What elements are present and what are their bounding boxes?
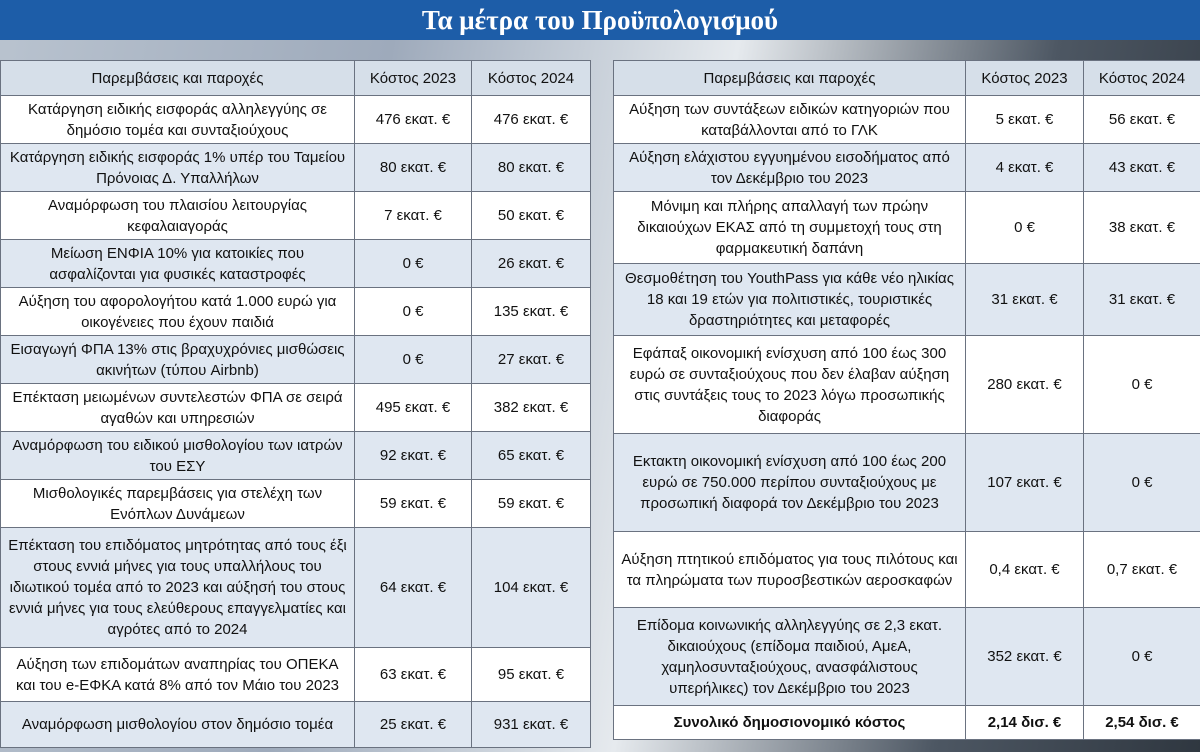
- cost-2024: 26 εκατ. €: [472, 240, 591, 288]
- header-measures: Παρεμβάσεις και παροχές: [614, 61, 966, 96]
- left-measures-table: [0, 60, 591, 748]
- table-header-row: [1, 61, 591, 96]
- measure-desc: Επέκταση μειωμένων συντελεστών ΦΠΑ σε σειρά αγαθών και υπηρεσιών: [1, 384, 355, 432]
- measure-desc: Αύξηση ελάχιστου εγγυημένου εισοδήματος από τον Δεκέμβριο του 2023: [614, 144, 966, 192]
- total-cost-2023: 2,14 δισ. €: [966, 706, 1084, 740]
- cost-2024: 65 εκατ. €: [472, 432, 591, 480]
- cost-2023: 4 εκατ. €: [966, 144, 1084, 192]
- table-row: [614, 96, 1200, 144]
- cost-2023: 107 εκατ. €: [966, 434, 1084, 532]
- cost-2023: 0,4 εκατ. €: [966, 532, 1084, 608]
- cost-2024: 80 εκατ. €: [472, 144, 591, 192]
- header-cost-2023: Κόστος 2023: [355, 61, 472, 96]
- measure-desc: Αναμόρφωση του πλαισίου λειτουργίας κεφαλαιαγοράς: [1, 192, 355, 240]
- measure-desc: Κατάργηση ειδικής εισφοράς 1% υπέρ του Ταμείου Πρόνοιας Δ. Υπαλλήλων: [1, 144, 355, 192]
- header-measures: Παρεμβάσεις και παροχές: [1, 61, 355, 96]
- cost-2024: 0 €: [1084, 608, 1200, 706]
- measure-desc: Αύξηση πτητικού επιδόματος για τους πιλότους και τα πληρώματα των πυροσβεστικών αεροσκαφών: [614, 532, 966, 608]
- cost-2023: 80 εκατ. €: [355, 144, 472, 192]
- cost-2024: 38 εκατ. €: [1084, 192, 1200, 264]
- table-row: [1, 480, 591, 528]
- measure-desc: Εφάπαξ οικονομική ενίσχυση από 100 έως 300 ευρώ σε συνταξιούχους που δεν έλαβαν αύξηση στις συντάξεις τους το 2023 λόγω προσωπικής διαφοράς: [614, 336, 966, 434]
- table-row: [1, 336, 591, 384]
- measure-desc: Θεσμοθέτηση του YouthPass για κάθε νέο ηλικίας 18 και 19 ετών για πολιτιστικές, τουριστικές δραστηριότητες και μεταφορές: [614, 264, 966, 336]
- cost-2024: 43 εκατ. €: [1084, 144, 1200, 192]
- table-row: [614, 336, 1200, 434]
- cost-2024: 59 εκατ. €: [472, 480, 591, 528]
- measure-desc: Εισαγωγή ΦΠΑ 13% στις βραχυχρόνιες μισθώσεις ακινήτων (τύπου Airbnb): [1, 336, 355, 384]
- table-row: [1, 648, 591, 702]
- cost-2023: 0 €: [355, 240, 472, 288]
- table-row: [614, 264, 1200, 336]
- measure-desc: Αύξηση του αφορολογήτου κατά 1.000 ευρώ για οικογένειες που έχουν παιδιά: [1, 288, 355, 336]
- table-row: [614, 608, 1200, 706]
- table-row: [1, 240, 591, 288]
- table-row: [1, 432, 591, 480]
- cost-2024: 135 εκατ. €: [472, 288, 591, 336]
- page-title-text: Τα μέτρα του Προϋπολογισμού: [421, 4, 779, 35]
- table-header-row: [614, 61, 1200, 96]
- right-measures-table: [613, 60, 1200, 740]
- measure-desc: Εκτακτη οικονομική ενίσχυση από 100 έως 200 ευρώ σε 750.000 περίπου συνταξιούχους με προσωπική διαφορά τον Δεκέμβριο του 2023: [614, 434, 966, 532]
- measure-desc: Μείωση ΕΝΦΙΑ 10% για κατοικίες που ασφαλίζονται για φυσικές καταστροφές: [1, 240, 355, 288]
- table-row: [614, 532, 1200, 608]
- cost-2024: 931 εκατ. €: [472, 702, 591, 748]
- table-row: [1, 384, 591, 432]
- cost-2023: 280 εκατ. €: [966, 336, 1084, 434]
- total-row: [614, 706, 1200, 740]
- cost-2023: 25 εκατ. €: [355, 702, 472, 748]
- cost-2024: 0 €: [1084, 434, 1200, 532]
- measure-desc: Αναμόρφωση μισθολογίου στον δημόσιο τομέα: [1, 702, 355, 748]
- cost-2023: 92 εκατ. €: [355, 432, 472, 480]
- measure-desc: Μόνιμη και πλήρης απαλλαγή των πρώην δικαιούχων ΕΚΑΣ από τη συμμετοχή τους στη φαρμακευτική δαπάνη: [614, 192, 966, 264]
- cost-2024: 382 εκατ. €: [472, 384, 591, 432]
- cost-2023: 7 εκατ. €: [355, 192, 472, 240]
- cost-2023: 352 εκατ. €: [966, 608, 1084, 706]
- cost-2023: 63 εκατ. €: [355, 648, 472, 702]
- cost-2024: 56 εκατ. €: [1084, 96, 1200, 144]
- table-row: [1, 288, 591, 336]
- table-row: [1, 528, 591, 648]
- table-row: [614, 144, 1200, 192]
- cost-2023: 5 εκατ. €: [966, 96, 1084, 144]
- page-title: [0, 0, 1200, 40]
- table-row: [1, 96, 591, 144]
- cost-2023: 64 εκατ. €: [355, 528, 472, 648]
- cost-2024: 27 εκατ. €: [472, 336, 591, 384]
- cost-2023: 476 εκατ. €: [355, 96, 472, 144]
- cost-2024: 104 εκατ. €: [472, 528, 591, 648]
- table-row: [1, 192, 591, 240]
- cost-2023: 0 €: [355, 336, 472, 384]
- cost-2024: 476 εκατ. €: [472, 96, 591, 144]
- total-cost-2024: 2,54 δισ. €: [1084, 706, 1200, 740]
- header-cost-2024: Κόστος 2024: [472, 61, 591, 96]
- cost-2024: 31 εκατ. €: [1084, 264, 1200, 336]
- header-cost-2023: Κόστος 2023: [966, 61, 1084, 96]
- measure-desc: Επίδομα κοινωνικής αλληλεγγύης σε 2,3 εκατ. δικαιούχους (επίδομα παιδιού, ΑμεΑ, χαμηλοσυνταξιούχους, ανασφάλιστους υπερήλικες) τον Δεκέμβριο του 2023: [614, 608, 966, 706]
- measure-desc: Μισθολογικές παρεμβάσεις για στελέχη των Ενόπλων Δυνάμεων: [1, 480, 355, 528]
- cost-2024: 50 εκατ. €: [472, 192, 591, 240]
- total-desc: Συνολικό δημοσιονομικό κόστος: [614, 706, 966, 740]
- table-row: [1, 702, 591, 748]
- cost-2024: 0,7 εκατ. €: [1084, 532, 1200, 608]
- measure-desc: Επέκταση του επιδόματος μητρότητας από τους έξι στους εννιά μήνες για τους υπαλλήλους του ιδιωτικού τομέα από το 2023 και αύξησή του στους εννιά μήνες για τους ελεύθερους επαγγελματίες και αγρότες από το 2024: [1, 528, 355, 648]
- cost-2023: 31 εκατ. €: [966, 264, 1084, 336]
- table-row: [1, 144, 591, 192]
- measure-desc: Αύξηση των συντάξεων ειδικών κατηγοριών που καταβάλλονται από το ΓΛΚ: [614, 96, 966, 144]
- cost-2023: 0 €: [966, 192, 1084, 264]
- table-row: [614, 192, 1200, 264]
- cost-2024: 0 €: [1084, 336, 1200, 434]
- cost-2023: 495 εκατ. €: [355, 384, 472, 432]
- header-cost-2024: Κόστος 2024: [1084, 61, 1200, 96]
- measure-desc: Αύξηση των επιδομάτων αναπηρίας του ΟΠΕΚΑ και του e-ΕΦΚΑ κατά 8% από τον Μάιο του 2023: [1, 648, 355, 702]
- table-row: [614, 434, 1200, 532]
- cost-2023: 59 εκατ. €: [355, 480, 472, 528]
- cost-2023: 0 €: [355, 288, 472, 336]
- measure-desc: Αναμόρφωση του ειδικού μισθολογίου των ιατρών του ΕΣΥ: [1, 432, 355, 480]
- measure-desc: Κατάργηση ειδικής εισφοράς αλληλεγγύης σε δημόσιο τομέα και συνταξιούχους: [1, 96, 355, 144]
- cost-2024: 95 εκατ. €: [472, 648, 591, 702]
